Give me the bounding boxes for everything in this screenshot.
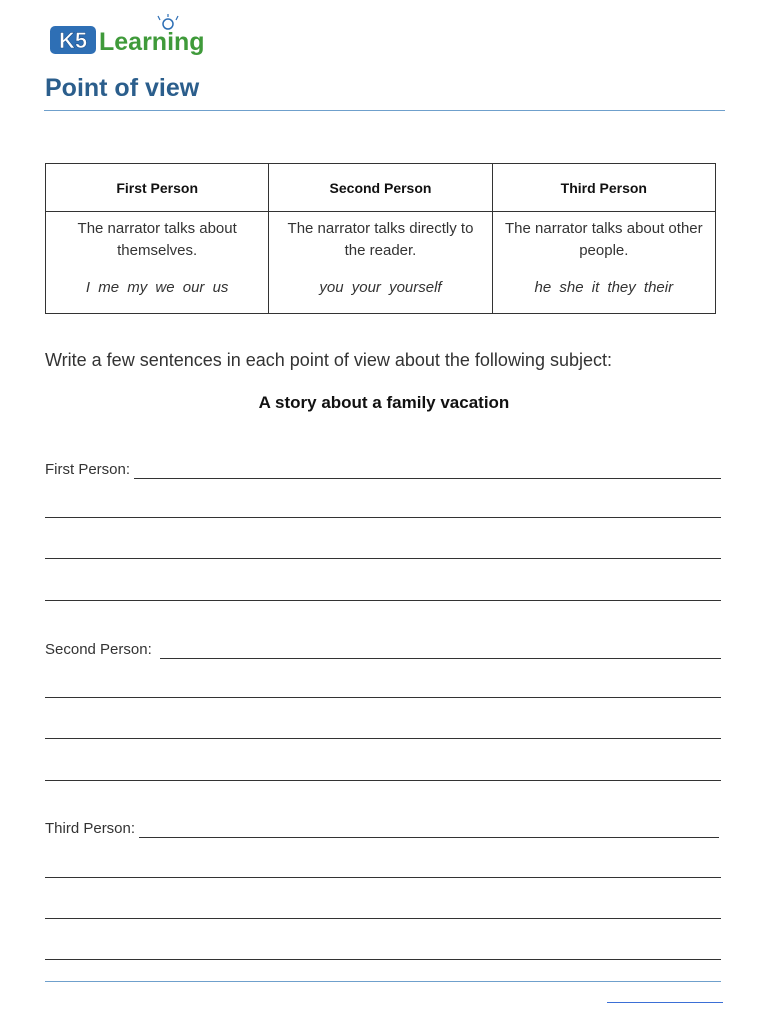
description-second-person: The narrator talks directly to the reader. bbox=[287, 220, 474, 259]
k5-learning-logo bbox=[47, 14, 212, 58]
writing-line[interactable] bbox=[45, 738, 721, 739]
header-third-person: Third Person bbox=[492, 164, 715, 212]
first-person-blank[interactable] bbox=[134, 464, 721, 479]
page-title: Point of view bbox=[45, 74, 200, 102]
logo-text: Learning bbox=[99, 28, 205, 56]
third-person-answer-line[interactable] bbox=[45, 820, 719, 838]
first-person-answer-line[interactable] bbox=[45, 461, 721, 479]
cell-first-person bbox=[46, 212, 269, 314]
writing-line[interactable] bbox=[45, 558, 721, 559]
logo-prefix: K5 bbox=[58, 28, 88, 53]
table-header-row bbox=[46, 164, 716, 212]
writing-subject: A story about a family vacation bbox=[258, 393, 510, 412]
description-first-person: The narrator talks about themselves. bbox=[77, 220, 237, 259]
writing-line[interactable] bbox=[45, 959, 721, 960]
title-divider bbox=[44, 110, 725, 111]
instructions: Write a few sentences in each point of view about the following subject: bbox=[45, 350, 612, 370]
description-third-person: The narrator talks about other people. bbox=[505, 220, 703, 259]
footer-divider bbox=[45, 981, 721, 982]
cell-third-person bbox=[492, 212, 715, 314]
cell-second-person bbox=[269, 212, 492, 314]
pronouns-first-person: I me my we our us bbox=[85, 279, 229, 296]
table-row bbox=[46, 212, 716, 314]
pronouns-second-person: you your yourself bbox=[319, 279, 442, 296]
writing-line[interactable] bbox=[45, 517, 721, 518]
third-person-label: Third Person: bbox=[45, 820, 136, 837]
writing-line[interactable] bbox=[45, 780, 721, 781]
writing-line[interactable] bbox=[45, 600, 721, 601]
pronouns-third-person: he she it they their bbox=[534, 279, 674, 296]
point-of-view-table bbox=[45, 163, 716, 314]
header-first-person: First Person bbox=[46, 164, 269, 212]
second-person-answer-line[interactable] bbox=[45, 641, 721, 659]
third-person-blank[interactable] bbox=[139, 823, 719, 838]
writing-line[interactable] bbox=[45, 877, 721, 878]
second-person-blank[interactable] bbox=[160, 644, 721, 659]
writing-line[interactable] bbox=[45, 697, 721, 698]
first-person-label: First Person: bbox=[45, 461, 131, 478]
footer-link[interactable] bbox=[607, 1002, 723, 1003]
header-second-person: Second Person bbox=[269, 164, 492, 212]
writing-line[interactable] bbox=[45, 918, 721, 919]
second-person-label: Second Person: bbox=[45, 641, 156, 658]
